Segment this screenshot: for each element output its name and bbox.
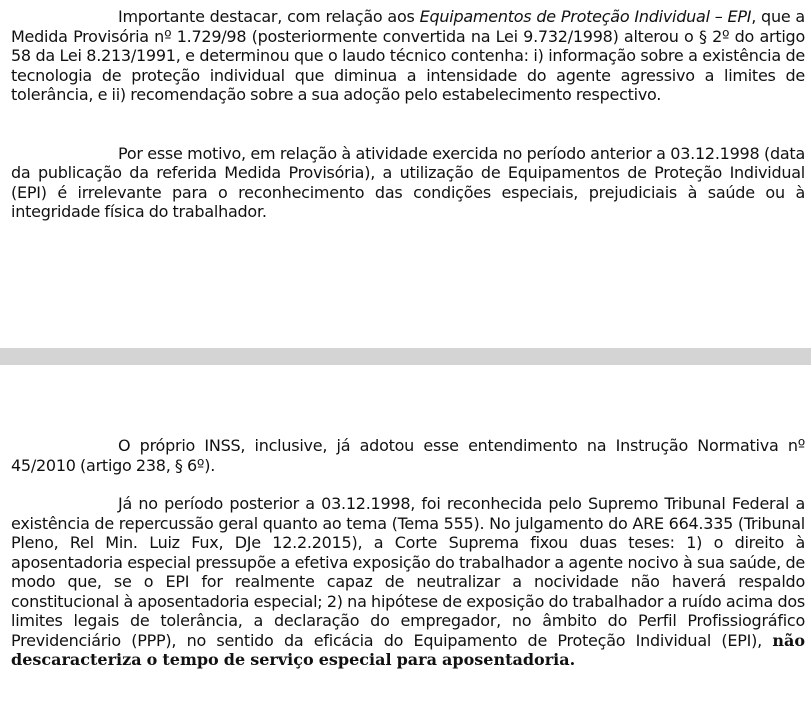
paragraph-inss-instrucao-normativa: O próprio INSS, inclusive, já adotou esse entendimento na Instrução Normativa nº 45/2010 (artigo 238, § 6º). xyxy=(11,436,805,475)
paragraph-text: Já no período posterior a 03.12.1998, foi reconhecida pelo Supremo Tribunal Federal a existência de repercussão geral quanto ao tema (Tema 555). No julgamento do ARE 664.335 (Tribunal Pleno, Rel Min. Luiz Fux, DJe 12.2.2015), a Corte Suprema fixou duas teses: 1) o direito à aposentadoria especial pressupõe a efetiva exposição do trabalhador a agente nocivo à sua saúde, de modo que, se o EPI for realmente capaz de neutralizar a nocividade não haverá respaldo constitucional à aposentadoria especial; 2) na hipótese de exposição do trabalhador a ruído acima dos limites legais de tolerância, a declaração do empregador, no âmbito do Perfil Profissiográfico Previdenciário (PPP), no sentido da eficácia do Equipamento de Proteção Individual (EPI), xyxy=(11,494,805,650)
paragraph-periodo-posterior xyxy=(11,494,805,670)
document-page-bottom xyxy=(11,436,805,670)
paragraph-periodo-anterior: Por esse motivo, em relação à atividade exercida no período anterior a 03.12.1998 (data da publicação da referida Medida Provisória), a utilização de Equipamentos de Proteção Individual (EPI) é irrelevante para o reconhecimento das condições especiais, prejudiciais à saúde ou à integridade física do trabalhador. xyxy=(11,143,805,221)
paragraph-epi-medida-provisoria xyxy=(11,7,805,105)
bold-conclusion: não descaracteriza o tempo de serviço especial para aposentadoria. xyxy=(11,630,805,669)
italic-emphasis: Equipamentos de Proteção Individual – EPI xyxy=(419,7,752,26)
page-separator xyxy=(0,348,811,365)
paragraph-text: Importante destacar, com relação aos xyxy=(118,7,420,26)
paragraph-text: , que a Medida Provisória nº 1.729/98 (posteriormente convertida na Lei 9.732/1998) alterou o § 2º do artigo 58 da Lei 8.213/1991, e determinou que o laudo técnico contenha: i) informação sobre a existência de tecnologia de proteção individual que diminua a intensidade do agente agressivo a limites de tolerância, e ii) recomendação sobre a sua adoção pelo estabelecimento respectivo. xyxy=(11,7,805,104)
document-page-top xyxy=(11,7,805,222)
